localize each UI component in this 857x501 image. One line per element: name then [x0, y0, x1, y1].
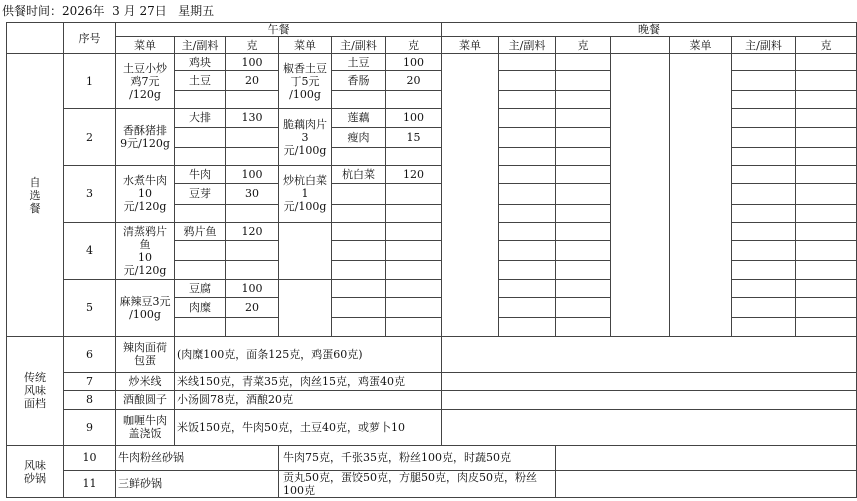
seq-number	[64, 470, 116, 498]
seq-number-text: 10	[82, 451, 97, 465]
seq-number	[64, 336, 116, 373]
gram-text: 100	[241, 55, 263, 69]
lunch-dish-2	[279, 54, 332, 109]
blank-cell	[732, 222, 796, 240]
seq-number-text: 9	[86, 420, 93, 434]
seq-number-text: 4	[86, 244, 93, 258]
noodle-dish	[116, 391, 175, 409]
lunch-dish-1	[116, 54, 175, 109]
blank-cell	[226, 147, 279, 165]
noodle-detail-text: 米线150克，青菜35克，肉丝15克，鸡蛋40克	[177, 375, 405, 389]
blank-cell	[556, 470, 857, 498]
gram-column-header-text: 克	[246, 38, 258, 52]
dish-column-header	[442, 37, 499, 54]
blank-cell	[226, 127, 279, 147]
blank-cell	[332, 90, 386, 108]
ingredient	[175, 279, 226, 297]
blank-corner	[7, 23, 64, 54]
lunch-dish-2	[279, 222, 332, 279]
lunch-dish-1	[116, 222, 175, 279]
dish-column-header	[116, 37, 175, 54]
ingredient-text: 香肠	[347, 73, 370, 87]
seq-number	[64, 109, 116, 166]
seq-number	[64, 54, 116, 109]
gram-column-header	[226, 37, 279, 54]
blank-cell	[386, 298, 442, 318]
claypot-detail-text: 牛肉75克，千张35克，粉丝100克，时蔬50克	[283, 451, 511, 465]
ingredient-text: 杭白菜	[342, 168, 375, 182]
ingredient-column-header	[175, 37, 226, 54]
ingredient	[175, 222, 226, 240]
cell-line: 10元/120g	[123, 187, 167, 214]
ingredient	[332, 109, 386, 127]
blank-cell	[499, 127, 556, 147]
noodle-detail	[175, 373, 442, 391]
noodle-detail	[175, 391, 442, 409]
cell-line: 包蛋	[134, 354, 156, 368]
blank-cell	[332, 204, 386, 222]
blank-cell	[796, 222, 857, 240]
cell-line: 风味	[24, 458, 46, 472]
noodle-dish	[116, 409, 175, 446]
blank-cell	[499, 70, 556, 90]
cell-line: 3元/100g	[283, 130, 327, 157]
cell-line: 丁5元	[290, 74, 320, 88]
blank-cell	[442, 373, 857, 391]
cell-line: 水煮牛肉	[123, 174, 167, 188]
blank-cell	[226, 204, 279, 222]
blank-cell	[796, 279, 857, 297]
blank-cell	[386, 261, 442, 279]
dish-column-header-text: 菜单	[689, 38, 712, 52]
blank-cell	[499, 222, 556, 240]
table-row	[7, 446, 857, 470]
ingredient-text: 土豆	[189, 73, 211, 87]
table-row	[7, 37, 857, 54]
blank-cell	[499, 90, 556, 108]
ingredient	[175, 184, 226, 204]
ingredient-text: 肉糜	[189, 301, 211, 315]
gram	[226, 298, 279, 318]
gram	[226, 54, 279, 70]
blank-cell	[332, 261, 386, 279]
cell-line: 1元/100g	[283, 187, 327, 214]
cell-line: 麻辣豆3元	[119, 294, 171, 308]
blank-cell	[499, 204, 556, 222]
blank-cell	[796, 147, 857, 165]
blank-cell	[175, 147, 226, 165]
blank-cell	[386, 241, 442, 261]
cell-line: 9元/120g	[120, 137, 170, 151]
claypot-dish	[116, 470, 279, 498]
ingredient	[332, 166, 386, 184]
gram-text: 20	[406, 73, 421, 87]
dish-column-header-text: 菜单	[294, 38, 316, 52]
blank-cell	[499, 261, 556, 279]
blank-cell	[226, 90, 279, 108]
cell-line: 自	[29, 175, 41, 189]
claypot-dish	[116, 446, 279, 470]
ingredient-text: 牛肉	[189, 168, 211, 182]
blank-cell	[332, 184, 386, 204]
blank-cell	[732, 279, 796, 297]
table-row	[7, 470, 857, 498]
cell-line: 鱼	[139, 237, 151, 251]
table-row	[7, 336, 857, 373]
gram	[226, 279, 279, 297]
noodle-detail-text: (肉糜100克，面条125克，鸡蛋60克)	[177, 347, 363, 361]
blank-cell	[796, 298, 857, 318]
seq-number-text: 3	[86, 187, 93, 201]
blank-cell	[556, 127, 611, 147]
gram	[226, 166, 279, 184]
seq-number	[64, 409, 116, 446]
ingredient-column-header-text: 主/副料	[745, 38, 782, 52]
blank-cell	[556, 222, 611, 240]
table-row	[7, 373, 857, 391]
ingredient-column-header-text: 主/副料	[181, 38, 219, 52]
claypot-dish-text: 牛肉粉丝砂锅	[118, 451, 184, 465]
lunch-header	[116, 23, 442, 37]
gram-text: 20	[245, 301, 259, 315]
ingredient-column-header	[499, 37, 556, 54]
claypot-dish-text: 三鲜砂锅	[118, 477, 162, 491]
cell-line: 盖浇饭	[128, 427, 162, 441]
blank-cell	[226, 261, 279, 279]
blank-cell	[556, 147, 611, 165]
blank-cell	[556, 298, 611, 318]
cell-line: 香酥猪排	[123, 124, 167, 138]
blank-cell	[175, 261, 226, 279]
seq-number-text: 2	[86, 130, 93, 144]
blank-cell	[796, 90, 857, 108]
blank-cell	[796, 70, 857, 90]
dish-column-header-text: 菜单	[459, 38, 481, 52]
blank-cell	[332, 241, 386, 261]
blank-cell	[386, 318, 442, 336]
blank-cell	[556, 90, 611, 108]
seq-number-text: 1	[86, 74, 93, 88]
blank-cell	[732, 184, 796, 204]
cell-line: 面档	[24, 397, 46, 411]
cell-line: 餐	[29, 201, 41, 215]
seq-header	[64, 23, 116, 54]
claypot-detail	[279, 470, 556, 498]
cell-line: /120g	[129, 87, 161, 101]
table-row	[7, 391, 857, 409]
gram	[226, 109, 279, 127]
ingredient-text: 豆芽	[189, 187, 211, 201]
ingredient-column-header-text: 主/副料	[508, 38, 546, 52]
blank-cell	[226, 318, 279, 336]
seq-number-text: 11	[82, 477, 97, 491]
blank-cell	[442, 336, 857, 373]
blank-cell	[611, 37, 670, 54]
gram-text: 100	[241, 281, 263, 295]
blank-cell	[732, 166, 796, 184]
blank-cell	[556, 261, 611, 279]
blank-cell	[732, 298, 796, 318]
blank-cell	[796, 261, 857, 279]
lunch-header-text: 午餐	[267, 23, 290, 37]
gram-text: 130	[241, 111, 263, 125]
table-row	[7, 409, 857, 446]
seq-number	[64, 166, 116, 223]
blank-cell	[499, 147, 556, 165]
blank-cell	[499, 298, 556, 318]
blank-cell	[386, 184, 442, 204]
blank-cell	[175, 127, 226, 147]
blank-cell	[556, 109, 611, 127]
blank-cell	[442, 409, 857, 446]
gram-text: 20	[245, 73, 259, 87]
seq-number-text: 7	[86, 375, 93, 389]
noodle-dish	[116, 336, 175, 373]
cell-line: 辣肉面荷	[123, 341, 167, 355]
blank-cell	[332, 298, 386, 318]
gram-text: 100	[403, 111, 424, 125]
seq-number	[64, 391, 116, 409]
blank-cell	[796, 109, 857, 127]
cell-line: 清蒸鸦片	[123, 224, 167, 238]
seq-header-text: 序号	[78, 31, 101, 45]
blank-cell	[386, 147, 442, 165]
dinner-blank	[611, 54, 670, 336]
blank-cell	[332, 222, 386, 240]
noodle-detail	[175, 409, 442, 446]
dinner-header-text: 晚餐	[638, 23, 661, 37]
ingredient	[332, 70, 386, 90]
blank-cell	[386, 90, 442, 108]
blank-cell	[226, 241, 279, 261]
blank-cell	[499, 166, 556, 184]
blank-cell	[796, 166, 857, 184]
dinner-dish-blank	[670, 54, 732, 336]
lunch-dish-2	[279, 166, 332, 223]
table-row	[7, 23, 857, 37]
blank-cell	[556, 446, 857, 470]
ingredient-column-header-text: 主/副料	[340, 38, 377, 52]
blank-cell	[175, 204, 226, 222]
ingredient-text: 瘦肉	[347, 130, 370, 144]
ingredient-text: 莲藕	[347, 111, 370, 125]
cell-line: 鸡7元	[130, 74, 160, 88]
blank-cell	[796, 241, 857, 261]
gram	[386, 54, 442, 70]
blank-cell	[442, 391, 857, 409]
blank-cell	[796, 184, 857, 204]
blank-cell	[175, 90, 226, 108]
claypot-detail	[279, 446, 556, 470]
gram	[386, 70, 442, 90]
gram-column-header	[386, 37, 442, 54]
ingredient-text: 土豆	[347, 55, 370, 69]
gram	[386, 166, 442, 184]
blank-cell	[732, 318, 796, 336]
blank-cell	[732, 70, 796, 90]
serving-date: 2026年 3 月 27日	[62, 4, 167, 18]
lunch-dish-1	[116, 279, 175, 336]
noodle-detail-text: 米饭150克，牛肉50克，土豆40克，或萝卜10	[177, 420, 405, 434]
ingredient-text: 豆腐	[189, 281, 211, 295]
blank-cell	[796, 204, 857, 222]
cell-line: 土豆小炒	[123, 61, 167, 75]
ingredient	[332, 54, 386, 70]
seq-number-text: 5	[86, 301, 93, 315]
blank-cell	[386, 222, 442, 240]
blank-cell	[732, 127, 796, 147]
seq-number	[64, 222, 116, 279]
blank-cell	[499, 279, 556, 297]
blank-cell	[556, 166, 611, 184]
blank-cell	[732, 54, 796, 70]
gram-column-header-text: 克	[577, 38, 589, 52]
gram	[386, 109, 442, 127]
cell-line: 选	[29, 188, 41, 202]
claypot-detail-text: 贡丸50克，蛋饺50克，方腿50克，肉皮50克，粉丝100克	[283, 470, 537, 497]
gram-column-header-text: 克	[408, 38, 419, 52]
seq-number	[64, 279, 116, 336]
gram	[386, 127, 442, 147]
cell-line: 风味	[24, 384, 46, 398]
ingredient-column-header	[732, 37, 796, 54]
seq-number	[64, 446, 116, 470]
blank-cell	[332, 279, 386, 297]
blank-cell	[556, 279, 611, 297]
ingredient	[332, 127, 386, 147]
gram-text: 15	[406, 130, 421, 144]
gram	[226, 222, 279, 240]
blank-cell	[732, 204, 796, 222]
gram-column-header	[796, 37, 857, 54]
blank-cell	[175, 318, 226, 336]
gram-text: 120	[241, 225, 263, 239]
cell-line: 传统	[24, 371, 46, 385]
cell-line: 10元/120g	[123, 250, 167, 277]
noodle-dish-text: 炒米线	[128, 375, 162, 389]
serving-time-header	[2, 3, 214, 19]
blank-cell	[732, 90, 796, 108]
dish-column-header-text: 菜单	[134, 38, 156, 52]
ingredient	[175, 54, 226, 70]
noodle-detail	[175, 336, 442, 373]
blank-cell	[386, 279, 442, 297]
lunch-dish-1	[116, 109, 175, 166]
gram	[226, 70, 279, 90]
lunch-dish-2	[279, 279, 332, 336]
gram-text: 120	[403, 168, 424, 182]
blank-cell	[556, 184, 611, 204]
cell-line: 炒杭白菜	[283, 174, 327, 188]
ingredient-text: 鸦片鱼	[183, 225, 217, 239]
blank-cell	[556, 70, 611, 90]
blank-cell	[732, 241, 796, 261]
dish-column-header	[670, 37, 732, 54]
blank-cell	[332, 147, 386, 165]
seq-number	[64, 373, 116, 391]
blank-cell	[796, 127, 857, 147]
gram	[226, 184, 279, 204]
section-traditional	[7, 336, 64, 446]
serving-time-label: 供餐时间：	[2, 4, 63, 18]
gram-text: 100	[403, 55, 424, 69]
cell-line: 咖喱牛肉	[123, 414, 167, 428]
blank-cell	[175, 241, 226, 261]
blank-cell	[732, 109, 796, 127]
section-claypot	[7, 446, 64, 498]
menu-table	[6, 22, 857, 498]
blank-cell	[556, 204, 611, 222]
cell-line: /100g	[289, 87, 321, 101]
blank-cell	[556, 54, 611, 70]
ingredient-column-header	[332, 37, 386, 54]
ingredient-text: 鸡块	[189, 55, 211, 69]
cell-line: 砂锅	[24, 471, 46, 485]
noodle-detail-text: 小汤圆78克，酒酿20克	[177, 393, 293, 407]
dinner-header	[442, 23, 857, 37]
ingredient	[175, 70, 226, 90]
ingredient-text: 大排	[189, 111, 211, 125]
dinner-dish-blank	[442, 54, 499, 336]
seq-number-text: 6	[86, 347, 93, 361]
blank-cell	[796, 54, 857, 70]
section-self-select	[7, 54, 64, 336]
blank-cell	[499, 184, 556, 204]
ingredient	[175, 109, 226, 127]
blank-cell	[732, 147, 796, 165]
blank-cell	[386, 204, 442, 222]
dish-column-header	[279, 37, 332, 54]
blank-cell	[732, 261, 796, 279]
cell-line: 椒香土豆	[283, 61, 327, 75]
cell-line: 脆藕肉片	[283, 117, 327, 131]
blank-cell	[556, 241, 611, 261]
gram-column-header-text: 克	[820, 38, 832, 52]
cell-line: /100g	[129, 307, 161, 321]
gram-column-header	[556, 37, 611, 54]
blank-cell	[499, 54, 556, 70]
blank-cell	[499, 241, 556, 261]
blank-cell	[796, 318, 857, 336]
noodle-dish	[116, 373, 175, 391]
blank-cell	[332, 318, 386, 336]
blank-cell	[556, 318, 611, 336]
blank-cell	[499, 109, 556, 127]
gram-text: 100	[241, 168, 263, 182]
table-row	[7, 54, 857, 70]
gram-text: 30	[245, 187, 259, 201]
seq-number-text: 8	[86, 393, 93, 407]
lunch-dish-1	[116, 166, 175, 223]
ingredient	[175, 166, 226, 184]
ingredient	[175, 298, 226, 318]
lunch-dish-2	[279, 109, 332, 166]
blank-cell	[499, 318, 556, 336]
noodle-dish-text: 酒酿圆子	[123, 393, 167, 407]
serving-weekday: 星期五	[178, 4, 215, 18]
